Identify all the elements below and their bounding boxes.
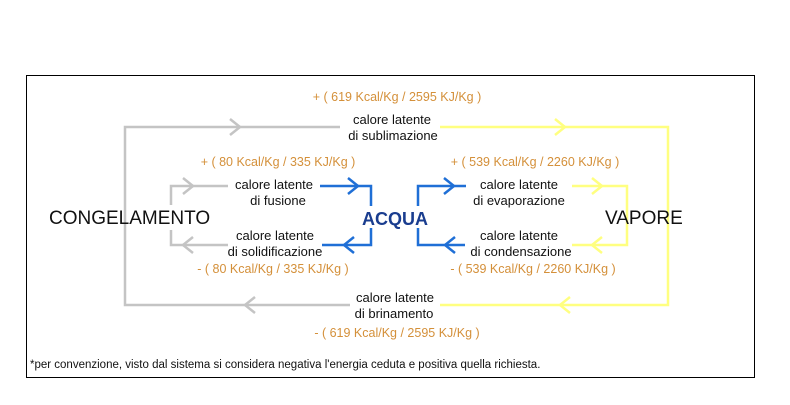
condensation-label-line1: calore latente xyxy=(479,228,559,243)
evaporation-label-line1: calore latente xyxy=(479,177,559,192)
solidification-energy: - ( 80 Kcal/Kg / 335 KJ/Kg ) xyxy=(197,262,349,276)
fusion-label-line1: calore latente xyxy=(234,177,314,192)
deposition-energy: - ( 619 Kcal/Kg / 2595 KJ/Kg ) xyxy=(314,326,480,340)
node-vapor-label: VAPORE xyxy=(605,208,683,229)
condensation-label-line2: di condensazione xyxy=(470,244,572,259)
deposition-label-line1: calore latente xyxy=(355,290,435,305)
solidification-label-line2: di solidificazione xyxy=(227,244,323,259)
sublimation-energy: + ( 619 Kcal/Kg / 2595 KJ/Kg ) xyxy=(312,90,482,104)
node-water-label: ACQUA xyxy=(362,209,428,229)
condensation-energy: - ( 539 Kcal/Kg / 2260 KJ/Kg ) xyxy=(450,262,616,276)
fusion-label-line2: di fusione xyxy=(250,193,306,208)
evaporation-energy: + ( 539 Kcal/Kg / 2260 KJ/Kg ) xyxy=(450,155,620,169)
convention-footnote: *per convenzione, visto dal sistema si considera negativa l'energia ceduta e positiva quella richiesta. xyxy=(30,359,541,371)
fusion-energy: + ( 80 Kcal/Kg / 335 KJ/Kg ) xyxy=(200,155,356,169)
sublimation-label-line2: di sublimazione xyxy=(348,128,438,143)
node-ice-label: CONGELAMENTO xyxy=(49,208,211,229)
sublimation-label-line1: calore latente xyxy=(352,112,432,127)
deposition-label-line2: di brinamento xyxy=(354,306,434,321)
evaporation-label-line2: di evaporazione xyxy=(473,193,565,208)
solidification-label-line1: calore latente xyxy=(235,228,315,243)
